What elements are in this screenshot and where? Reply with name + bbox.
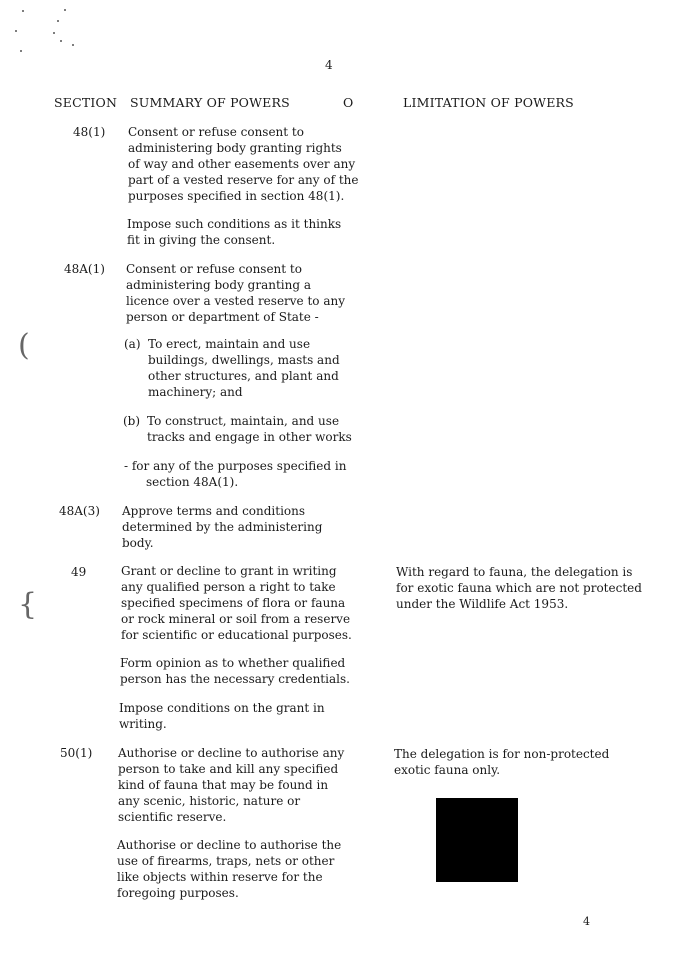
- column-header-limitation: LIMITATION OF POWERS: [403, 95, 574, 110]
- power-paragraph: Grant or decline to grant in writing any qualified person a right to take specified specimens of flora or fauna or rock mineral or soil from a reserve for scientific or educational purposes.: [121, 564, 352, 642]
- power-paragraph: Approve terms and conditions determined by the administering body.: [122, 504, 323, 550]
- list-item-label: (a): [124, 337, 141, 351]
- section-number: 50(1): [60, 746, 93, 760]
- scan-speck: [53, 32, 55, 34]
- power-paragraph: Authorise or decline to authorise any person to take and kill any specified kind of fauna that may be found in any scenic, historic, nature or scientific reserve.: [118, 746, 345, 824]
- power-paragraph: Impose conditions on the grant in writing.: [119, 701, 325, 731]
- section-number: 48A(3): [59, 504, 100, 518]
- scan-speck: [15, 30, 17, 32]
- list-item-text: To erect, maintain and use buildings, dwellings, masts and other structures, and plant and machinery; and: [148, 337, 340, 399]
- power-paragraph: Authorise or decline to authorise the use of firearms, traps, nets or other like objects within reserve for the foregoing purposes.: [117, 838, 342, 900]
- power-paragraph: - for any of the purposes specified in: [124, 459, 347, 473]
- limitation-paragraph: With regard to fauna, the delegation is for exotic fauna which are not protected under the Wildlife Act 1953.: [396, 565, 642, 611]
- section-number: 48A(1): [64, 262, 105, 276]
- power-paragraph: Consent or refuse consent to administering body granting a licence over a vested reserve to any person or department of State -: [126, 262, 345, 324]
- scan-speck: [22, 10, 24, 12]
- scan-speck: [60, 40, 62, 42]
- scan-speck: [57, 20, 59, 22]
- section-number: 48(1): [73, 125, 106, 139]
- power-paragraph: Impose such conditions as it thinks fit in giving the consent.: [127, 217, 342, 247]
- limitation-paragraph: The delegation is for non-protected exotic fauna only.: [394, 747, 610, 777]
- column-header-section: SECTION: [54, 95, 118, 110]
- power-paragraph: Form opinion as to whether qualified person has the necessary credentials.: [120, 656, 350, 686]
- redaction-block: [436, 798, 518, 882]
- list-item-label: (b): [123, 414, 141, 428]
- page-number-top: 4: [325, 58, 333, 72]
- scan-speck: [72, 44, 74, 46]
- margin-bracket-mark: (: [18, 328, 30, 363]
- margin-mark: O: [343, 95, 354, 110]
- power-paragraph: Consent or refuse consent to administering body granting rights of way and other easements over any part of a vested reserve for any of the purposes specified in section 48(1).: [128, 125, 359, 203]
- scan-speck: [20, 50, 22, 52]
- column-header-summary: SUMMARY OF POWERS: [130, 95, 290, 110]
- page-number-bottom: 4: [583, 915, 590, 928]
- section-number: 49: [71, 565, 87, 579]
- scan-speck: [64, 9, 66, 11]
- margin-bracket-mark: {: [18, 587, 38, 622]
- list-item-text: To construct, maintain, and use tracks and engage in other works: [147, 414, 352, 444]
- power-paragraph: section 48A(1).: [146, 475, 239, 489]
